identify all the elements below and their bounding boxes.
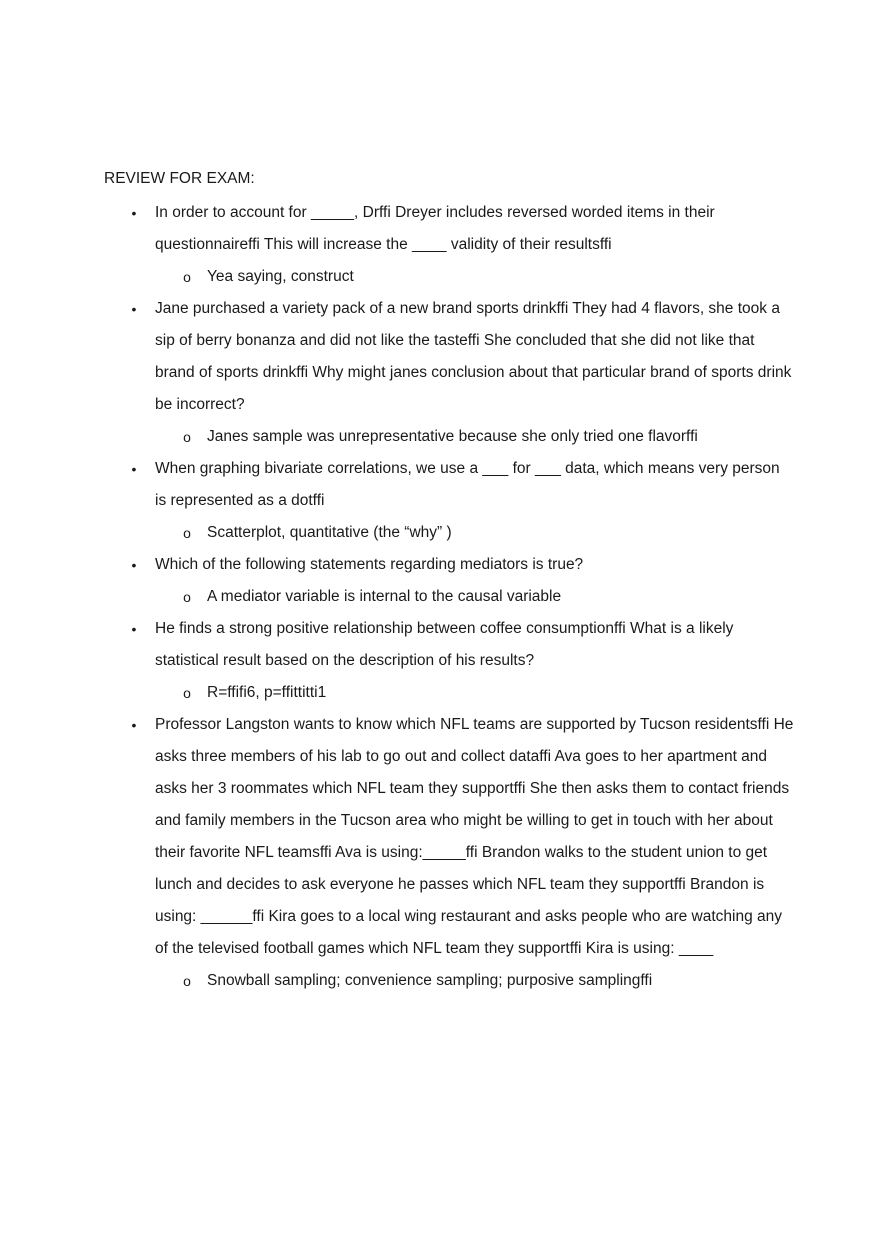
question-item-5 xyxy=(0,613,795,677)
answer-text: A mediator variable is internal to the causal variable xyxy=(207,588,562,605)
question-item-4 xyxy=(0,549,795,581)
question-text: When graphing bivariate correlations, we use a ___ for ___ data, which means very person is represented as a dotffi xyxy=(155,460,780,509)
answer-item-2 xyxy=(0,421,807,453)
question-text: In order to account for _____, Drffi Dreyer includes reversed worded items in their questionnaireffi This will increase the ____ validity of their resultsffi xyxy=(155,204,715,253)
answer-text: R=ffifi6, p=ffittitti1 xyxy=(207,684,327,701)
question-text: Professor Langston wants to know which NFL teams are supported by Tucson residentsffi He asks three members of his lab to go out and collect dataffi Ava goes to her apartment and asks her 3 roommates which NFL team they supportffi She then asks them to contact friends and family members in the Tucson area who might be willing to get in touch with her about their favorite NFL teamsffi Ava is using:_____ffi Brandon walks to the student union to get lunch and decides to ask everyone he passes which NFL team they supportffi Brandon is using: ______ffi Kira goes to a local wing restaurant and asks people who are watching any of the televised football games which NFL team they supportffi Kira is using: ____ xyxy=(155,716,794,957)
question-text: He finds a strong positive relationship between coffee consumptionffi What is a likely statistical result based on the description of his results? xyxy=(155,620,734,669)
question-text: Which of the following statements regarding mediators is true? xyxy=(155,556,584,573)
answer-item-6 xyxy=(0,965,807,997)
sub-bullet-icon: o xyxy=(183,973,191,989)
sub-bullet-icon: o xyxy=(183,589,191,605)
answer-text: Snowball sampling; convenience sampling; purposive samplingffi xyxy=(207,972,653,989)
page-heading: REVIEW FOR EXAM: xyxy=(104,170,255,187)
bullet-icon: • xyxy=(131,717,137,733)
answer-text: Janes sample was unrepresentative because she only tried one flavorffi xyxy=(207,428,698,445)
answer-item-4 xyxy=(0,581,807,613)
question-item-6 xyxy=(0,709,795,965)
question-list xyxy=(0,197,880,997)
question-item-3 xyxy=(0,453,795,517)
bullet-icon: • xyxy=(131,205,137,221)
bullet-icon: • xyxy=(131,461,137,477)
sub-bullet-icon: o xyxy=(183,685,191,701)
question-item-1 xyxy=(0,197,795,261)
answer-item-1 xyxy=(0,261,807,293)
bullet-icon: • xyxy=(131,557,137,573)
sub-bullet-icon: o xyxy=(183,525,191,541)
bullet-icon: • xyxy=(131,301,137,317)
question-text: Jane purchased a variety pack of a new brand sports drinkffi They had 4 flavors, she took a sip of berry bonanza and did not like the tasteffi She concluded that she did not like that brand of sports drinkffi Why might janes conclusion about that particular brand of sports drink be incorrect? xyxy=(155,300,792,413)
answer-text: Yea saying, construct xyxy=(207,268,354,285)
sub-bullet-icon: o xyxy=(183,429,191,445)
bullet-icon: • xyxy=(131,621,137,637)
answer-text: Scatterplot, quantitative (the “why” ) xyxy=(207,524,452,541)
question-item-2 xyxy=(0,293,795,421)
answer-item-5 xyxy=(0,677,807,709)
answer-item-3 xyxy=(0,517,807,549)
sub-bullet-icon: o xyxy=(183,269,191,285)
